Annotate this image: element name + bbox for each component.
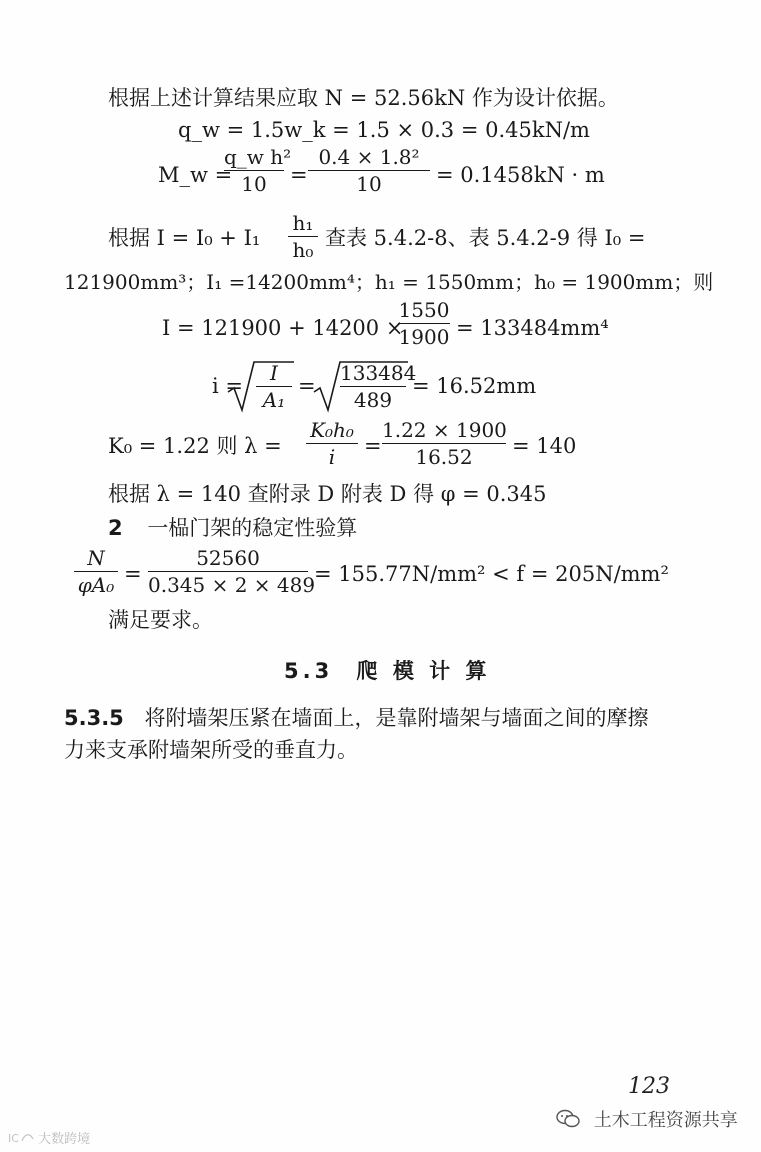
fraction-denominator: h₀ bbox=[292, 238, 314, 262]
equation-radius-rhs: = 16.52mm bbox=[412, 374, 537, 398]
fraction-lambda-values bbox=[382, 419, 506, 468]
section-heading bbox=[284, 655, 490, 685]
watermark-account-name: 土木工程资源共享 bbox=[593, 1110, 738, 1131]
clause-line-2: 力来支承附墙架所受的垂直力。 bbox=[64, 738, 358, 762]
equation-mw-lhs: M_w = bbox=[158, 163, 233, 187]
equals-sign: = bbox=[298, 374, 316, 398]
fraction-bar bbox=[398, 323, 450, 324]
equation-stress-rhs: = 155.77N/mm² < f = 205N/mm² bbox=[314, 562, 669, 586]
fraction-133484-489 bbox=[340, 361, 417, 412]
fraction-numerator: q_w h² bbox=[224, 145, 292, 169]
fraction-denominator: 489 bbox=[353, 388, 393, 412]
fraction-denominator: 1900 bbox=[398, 325, 450, 349]
text-line-satisfied: 满足要求。 bbox=[108, 608, 213, 632]
wechat-icon bbox=[556, 1109, 580, 1129]
fraction-1550-1900 bbox=[398, 299, 450, 348]
fraction-mw-2 bbox=[308, 146, 430, 195]
clause-number: 5.3.5 bbox=[64, 706, 124, 730]
subheading-text: 一榀门架的稳定性验算 bbox=[147, 516, 358, 540]
fraction-numerator: 0.4 × 1.8² bbox=[318, 145, 420, 169]
fraction-bar bbox=[74, 571, 118, 572]
fraction-numerator: N bbox=[87, 546, 105, 570]
equation-lambda-lhs: K₀ = 1.22 则 λ = bbox=[108, 434, 282, 458]
fraction-k0h0-i bbox=[306, 419, 358, 468]
section-title: 爬 模 计 算 bbox=[356, 659, 491, 683]
fraction-stress bbox=[148, 546, 316, 597]
fraction-denominator: 10 bbox=[241, 172, 267, 196]
fraction-bar bbox=[224, 170, 284, 171]
fraction-denominator: φA₀ bbox=[77, 573, 115, 597]
fraction-numerator: h₁ bbox=[292, 211, 314, 235]
fraction-numerator: I bbox=[270, 361, 278, 385]
fraction-denominator: i bbox=[328, 445, 336, 469]
brand-logo-icon bbox=[8, 1131, 34, 1145]
fraction-denominator: 10 bbox=[356, 172, 382, 196]
fraction-denominator: 0.345 × 2 × 489 bbox=[148, 573, 316, 597]
watermark-account bbox=[556, 1106, 738, 1132]
fraction-numerator: 133484 bbox=[340, 361, 417, 385]
fraction-denominator: A₁ bbox=[262, 388, 286, 412]
text-line-table-ref: 查表 5.4.2-8、表 5.4.2-9 得 I₀ = bbox=[325, 226, 646, 250]
text-line-formula-i: 根据 I = I₀ + I₁ bbox=[108, 226, 261, 250]
fraction-numerator: K₀h₀ bbox=[310, 418, 354, 442]
svg-text:IC: IC bbox=[8, 1132, 19, 1145]
subheading-stability bbox=[108, 516, 357, 541]
fraction-numerator: 1.22 × 1900 bbox=[382, 418, 507, 442]
fraction-bar bbox=[308, 170, 430, 171]
equation-lambda-rhs: = 140 bbox=[512, 434, 577, 458]
equals-sign: = bbox=[364, 434, 382, 458]
fraction-bar bbox=[306, 443, 358, 444]
equation-qw: q_w = 1.5w_k = 1.5 × 0.3 = 0.45kN/m bbox=[178, 118, 590, 142]
page-number: 123 bbox=[628, 1074, 670, 1099]
clause-line-1 bbox=[64, 706, 648, 731]
fraction-denominator: 16.52 bbox=[415, 445, 473, 469]
fraction-bar bbox=[148, 571, 308, 572]
fraction-bar bbox=[288, 236, 318, 237]
subheading-number: 2 bbox=[108, 516, 123, 540]
watermark-brand-name: 大数跨境 bbox=[38, 1132, 91, 1147]
fraction-bar bbox=[256, 386, 292, 387]
fraction-numerator: 1550 bbox=[398, 298, 450, 322]
fraction-bar bbox=[340, 386, 406, 387]
watermark-brand bbox=[8, 1128, 90, 1147]
clause-text-1: 将附墙架压紧在墙面上，是靠附墙架与墙面之间的摩擦 bbox=[144, 706, 649, 730]
fraction-i-a1 bbox=[256, 362, 292, 411]
fraction-h1-h0 bbox=[288, 212, 318, 261]
fraction-n-phia0 bbox=[74, 547, 118, 596]
equation-i-lhs: I = 121900 + 14200 × bbox=[162, 316, 404, 340]
equals-sign: = bbox=[124, 562, 142, 586]
fraction-numerator: 52560 bbox=[196, 546, 260, 570]
fraction-mw-1 bbox=[224, 145, 292, 196]
section-number: 5.3 bbox=[284, 659, 334, 683]
fraction-bar bbox=[382, 443, 506, 444]
equation-radius-lhs: i = bbox=[212, 374, 243, 398]
equation-i-rhs: = 133484mm⁴ bbox=[456, 316, 609, 340]
text-line-conclusion: 根据上述计算结果应取 N = 52.56kN 作为设计依据。 bbox=[108, 86, 619, 110]
equation-mw-rhs: = 0.1458kN · m bbox=[436, 163, 605, 187]
text-line-phi: 根据 λ = 140 查附录 D 附表 D 得 φ = 0.345 bbox=[108, 482, 547, 506]
equals-sign: = bbox=[290, 163, 308, 187]
text-line-values: 121900mm³；I₁ =14200mm⁴；h₁ = 1550mm；h₀ = 1900mm；则 bbox=[64, 270, 714, 294]
